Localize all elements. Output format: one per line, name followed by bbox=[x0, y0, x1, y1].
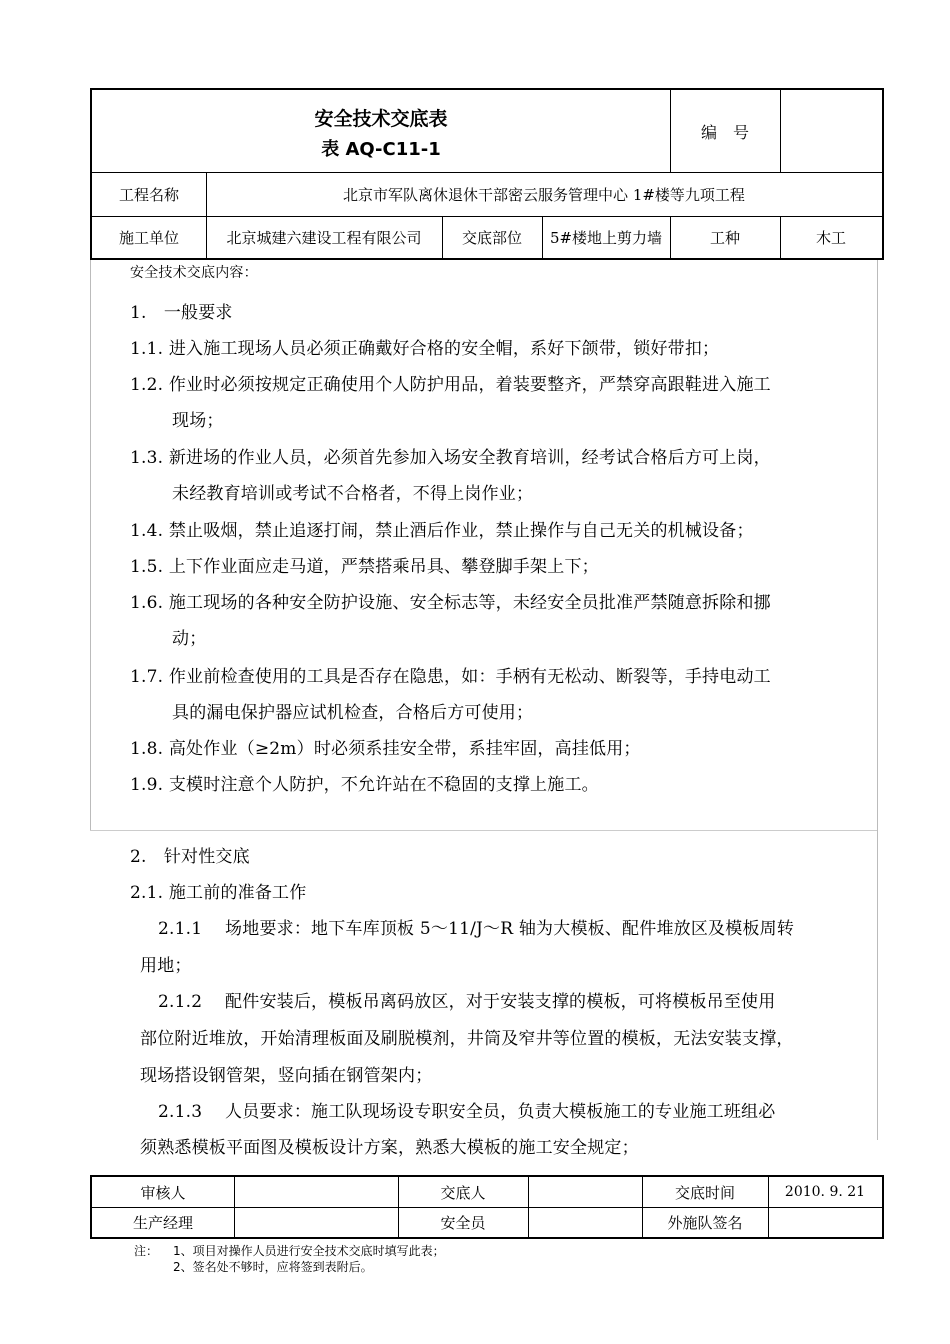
item-1-2-cont: 现场； bbox=[172, 411, 224, 431]
location-label: 交底部位 bbox=[461, 228, 522, 247]
item-1-3-cont: 未经教育培训或考试不合格者，不得上岗作业； bbox=[172, 484, 534, 504]
project-label: 工程名称 bbox=[118, 185, 179, 204]
item-1-9: 1.9. 支模时注意个人防护，不允许站在不稳固的支撑上施工。 bbox=[130, 775, 599, 795]
safety-officer-label: 安全员 bbox=[440, 1213, 486, 1232]
time-label: 交底时间 bbox=[674, 1183, 735, 1202]
section2-title: 2. 针对性交底 bbox=[130, 847, 250, 867]
notes-prefix: 注： bbox=[134, 1244, 159, 1258]
item-1-7-cont: 具的漏电保护器应试机检查，合格后方可使用； bbox=[172, 703, 534, 723]
item-1-4: 1.4. 禁止吸烟，禁止追逐打闹，禁止酒后作业，禁止操作与自己无关的机械设备； bbox=[130, 521, 754, 541]
reviewer-value bbox=[234, 1177, 398, 1207]
trade-label: 工种 bbox=[709, 228, 740, 247]
content-right-border bbox=[877, 260, 878, 1140]
header-table bbox=[90, 88, 884, 260]
item-1-5: 1.5. 上下作业面应走马道，严禁搭乘吊具、攀登脚手架上下； bbox=[130, 557, 599, 577]
unit-label: 施工单位 bbox=[118, 228, 179, 247]
item-2-1-2-cont2: 现场搭设钢管架，竖向插在钢管架内； bbox=[140, 1066, 433, 1086]
item-2-1-3-cont: 须熟悉模板平面图及模板设计方案，熟悉大模板的施工安全规定； bbox=[140, 1138, 639, 1158]
number-value bbox=[780, 90, 882, 172]
safety-officer-value bbox=[528, 1207, 642, 1237]
item-2-1-2: 2.1.2 配件安装后，模板吊离码放区，对于安装支撑的模板，可将模板吊至使用 bbox=[158, 992, 776, 1012]
number-label: 编 号 bbox=[700, 122, 749, 142]
discloser-label: 交底人 bbox=[440, 1183, 486, 1202]
item-2-1-1: 2.1.1 场地要求：地下车库顶板 5～11/J～R 轴为大模板、配件堆放区及模板周转 bbox=[158, 919, 795, 939]
location-value: 5#楼地上剪力墙 bbox=[549, 228, 663, 247]
item-1-8: 1.8. 高处作业（≥2m）时必须系挂安全带，系挂牢固，高挂低用； bbox=[130, 739, 641, 759]
team-sign-value bbox=[768, 1207, 882, 1237]
trade-value: 木工 bbox=[815, 228, 846, 247]
item-2-1-3: 2.1.3 人员要求：施工队现场设专职安全员，负责大模板施工的专业施工班组必 bbox=[158, 1102, 776, 1122]
item-1-3: 1.3. 新进场的作业人员，必须首先参加入场安全教育培训，经考试合格后方可上岗， bbox=[130, 448, 771, 468]
manager-label: 生产经理 bbox=[132, 1213, 193, 1232]
item-2-1-2-cont1: 部位附近堆放，开始清理板面及刷脱模剂，井筒及窄井等位置的模板，无法安装支撑， bbox=[140, 1029, 794, 1049]
note-1: 1、项目对操作人员进行安全技术交底时填写此表； bbox=[173, 1244, 445, 1258]
section1-title: 1. 一般要求 bbox=[130, 303, 233, 323]
manager-value bbox=[234, 1207, 398, 1237]
item-2-1: 2.1. 施工前的准备工作 bbox=[130, 883, 307, 903]
signature-table bbox=[90, 1175, 884, 1239]
item-1-7: 1.7. 作业前检查使用的工具是否存在隐患，如：手柄有无松动、断裂等，手持电动工 bbox=[130, 667, 771, 687]
unit-value: 北京城建六建设工程有限公司 bbox=[226, 228, 422, 247]
team-sign-label: 外施队签名 bbox=[667, 1213, 743, 1232]
section-divider bbox=[90, 830, 877, 831]
item-1-1: 1.1. 进入施工现场人员必须正确戴好合格的安全帽，系好下颌带，锁好带扣； bbox=[130, 339, 720, 359]
content-intro: 安全技术交底内容： bbox=[130, 265, 258, 281]
project-value: 北京市军队离休退休干部密云服务管理中心 1#楼等九项工程 bbox=[343, 185, 745, 204]
item-1-6-cont: 动； bbox=[172, 629, 207, 649]
form-code: 表 AQ-C11-1 bbox=[321, 139, 441, 160]
item-1-2: 1.2. 作业时必须按规定正确使用个人防护用品，着装要整齐，严禁穿高跟鞋进入施工 bbox=[130, 375, 771, 395]
document-title: 安全技术交底表 bbox=[314, 107, 448, 130]
discloser-value bbox=[528, 1177, 642, 1207]
item-2-1-1-cont: 用地； bbox=[140, 956, 192, 976]
time-value: 2010. 9. 21 bbox=[784, 1184, 866, 1200]
reviewer-label: 审核人 bbox=[140, 1183, 186, 1202]
content-left-border bbox=[90, 260, 91, 830]
note-2: 2、签名处不够时，应将签到表附后。 bbox=[173, 1260, 373, 1274]
item-1-6: 1.6. 施工现场的各种安全防护设施、安全标志等，未经安全员批准严禁随意拆除和挪 bbox=[130, 593, 771, 613]
